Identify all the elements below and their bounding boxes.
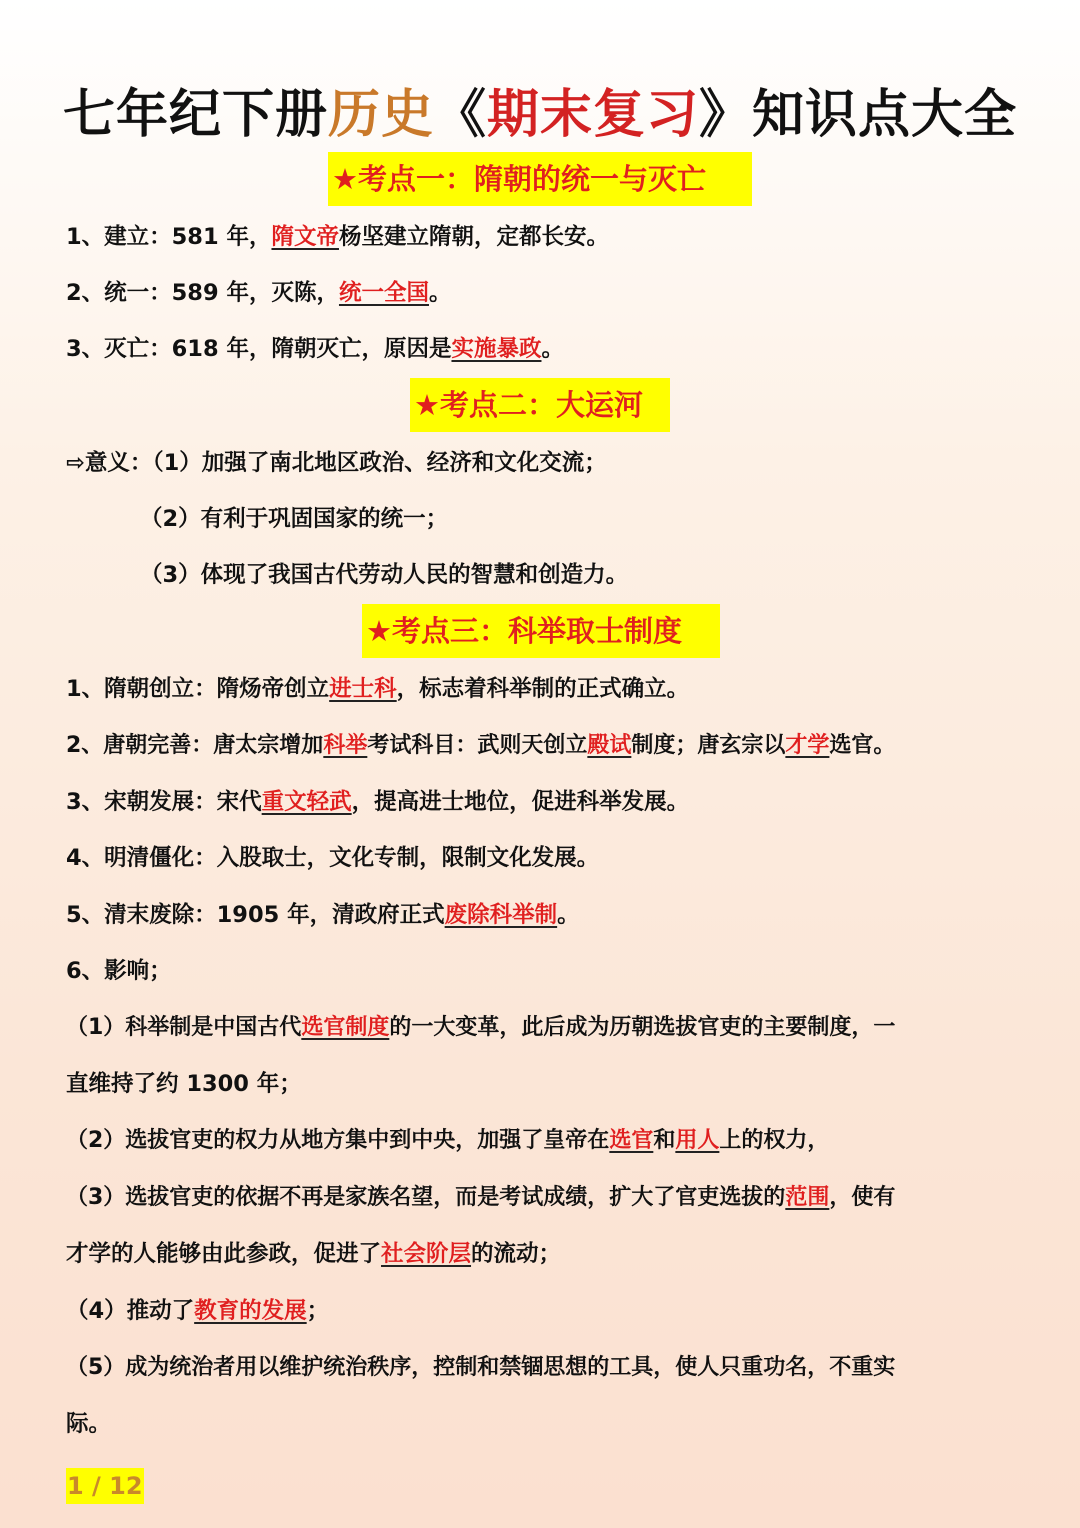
page-title <box>0 72 1080 147</box>
impact-2 <box>66 1126 829 1156</box>
impact-1-cont: 直维持了约 1300 年； <box>66 1071 302 1097</box>
key-term: 选官制度 <box>301 1015 390 1040</box>
text: 。 <box>557 902 580 928</box>
section-heading-2: ★考点二：大运河 <box>410 378 670 432</box>
text: 上的权力， <box>719 1128 830 1153</box>
text: 制度；唐玄宗以 <box>631 733 786 758</box>
section-heading-1: ★考点一：隋朝的统一与灭亡 <box>328 152 752 206</box>
s1-line-2 <box>66 278 452 308</box>
title-topic: 期末复习 <box>487 85 700 145</box>
key-term: 殿试 <box>587 733 632 758</box>
impact-4 <box>66 1296 329 1326</box>
key-term: 统一全国 <box>338 280 429 306</box>
key-term: 废除科举制 <box>444 902 558 928</box>
text: 5、清末废除：1905 年，清政府正式 <box>66 902 445 928</box>
text: ，使有 <box>829 1185 896 1210</box>
s2-line-1: ⇨意义：（1）加强了南北地区政治、经济和文化交流； <box>66 450 607 476</box>
page-number: 1 / 12 <box>66 1468 144 1504</box>
text: 的流动； <box>471 1241 562 1267</box>
text: （4）推动了 <box>66 1298 195 1324</box>
title-bracket-close: 》 <box>699 85 753 145</box>
s2-line-2: （2）有利于巩固国家的统一； <box>140 506 449 532</box>
s2-line-3: （3）体现了我国古代劳动人民的智慧和创造力。 <box>140 562 629 588</box>
impact-1 <box>66 1013 895 1043</box>
section-heading-3: ★考点三：科举取士制度 <box>362 604 720 658</box>
text: ，标志着科举制的正式确立。 <box>396 676 690 702</box>
text: 的一大变革，此后成为历朝选拔官吏的主要制度，一 <box>389 1015 896 1040</box>
key-term: 重文轻武 <box>261 789 352 815</box>
s3-line-5 <box>66 900 580 930</box>
s3-line-4: 4、明清僵化：入股取士，文化专制，限制文化发展。 <box>66 845 600 871</box>
text: 选官。 <box>829 733 896 758</box>
text: 考试科目：武则天创立 <box>367 733 588 758</box>
text: 杨坚建立隋朝，定都长安。 <box>338 224 609 250</box>
impact-5-cont: 际。 <box>66 1411 112 1437</box>
key-term: 实施暴政 <box>451 336 542 362</box>
text: 3、灭亡：618 年，隋朝灭亡，原因是 <box>66 336 452 362</box>
s1-line-1 <box>66 222 609 252</box>
text: 2、唐朝完善：唐太宗增加 <box>66 733 324 758</box>
key-term: 选官 <box>609 1128 654 1153</box>
key-term: 教育的发展 <box>194 1298 307 1324</box>
key-term: 隋文帝 <box>271 224 339 250</box>
text: （1）科举制是中国古代 <box>66 1015 302 1040</box>
title-bracket-open: 《 <box>433 85 487 145</box>
text: 才学的人能够由此参政，促进了 <box>66 1241 382 1267</box>
s3-line-1 <box>66 674 689 704</box>
title-suffix: 知识点大全 <box>752 85 1018 145</box>
title-grade: 七年纪下册 <box>62 85 328 145</box>
text: ； <box>306 1298 330 1324</box>
key-term: 社会阶层 <box>381 1241 472 1267</box>
s1-line-3 <box>66 334 564 364</box>
impact-3-cont <box>66 1239 561 1269</box>
key-term: 科举 <box>323 733 368 758</box>
key-term: 才学 <box>785 733 830 758</box>
s3-line-6: 6、影响； <box>66 958 172 984</box>
impact-5: （5）成为统治者用以维护统治秩序，控制和禁锢思想的工具，使人只重功名，不重实 <box>66 1355 896 1380</box>
text: （3）选拔官吏的依据不再是家族名望，而是考试成绩，扩大了官吏选拔的 <box>66 1185 786 1210</box>
text: 1、建立：581 年， <box>66 224 272 250</box>
s3-line-2 <box>66 731 895 761</box>
key-term: 进士科 <box>329 676 397 702</box>
impact-3 <box>66 1183 895 1213</box>
text: 1、隋朝创立：隋炀帝创立 <box>66 676 330 702</box>
s3-line-3 <box>66 787 689 817</box>
text: （2）选拔官吏的权力从地方集中到中央，加强了皇帝在 <box>66 1128 610 1153</box>
key-term: 用人 <box>675 1128 720 1153</box>
text: 。 <box>428 280 452 306</box>
text: 和 <box>653 1128 676 1153</box>
text: ，提高进士地位，促进科举发展。 <box>351 789 690 815</box>
text: 。 <box>541 336 564 362</box>
title-subject: 历史 <box>327 85 434 145</box>
key-term: 范围 <box>785 1185 830 1210</box>
text: 3、宋朝发展：宋代 <box>66 789 262 815</box>
text: 2、统一：589 年，灭陈， <box>66 280 339 306</box>
